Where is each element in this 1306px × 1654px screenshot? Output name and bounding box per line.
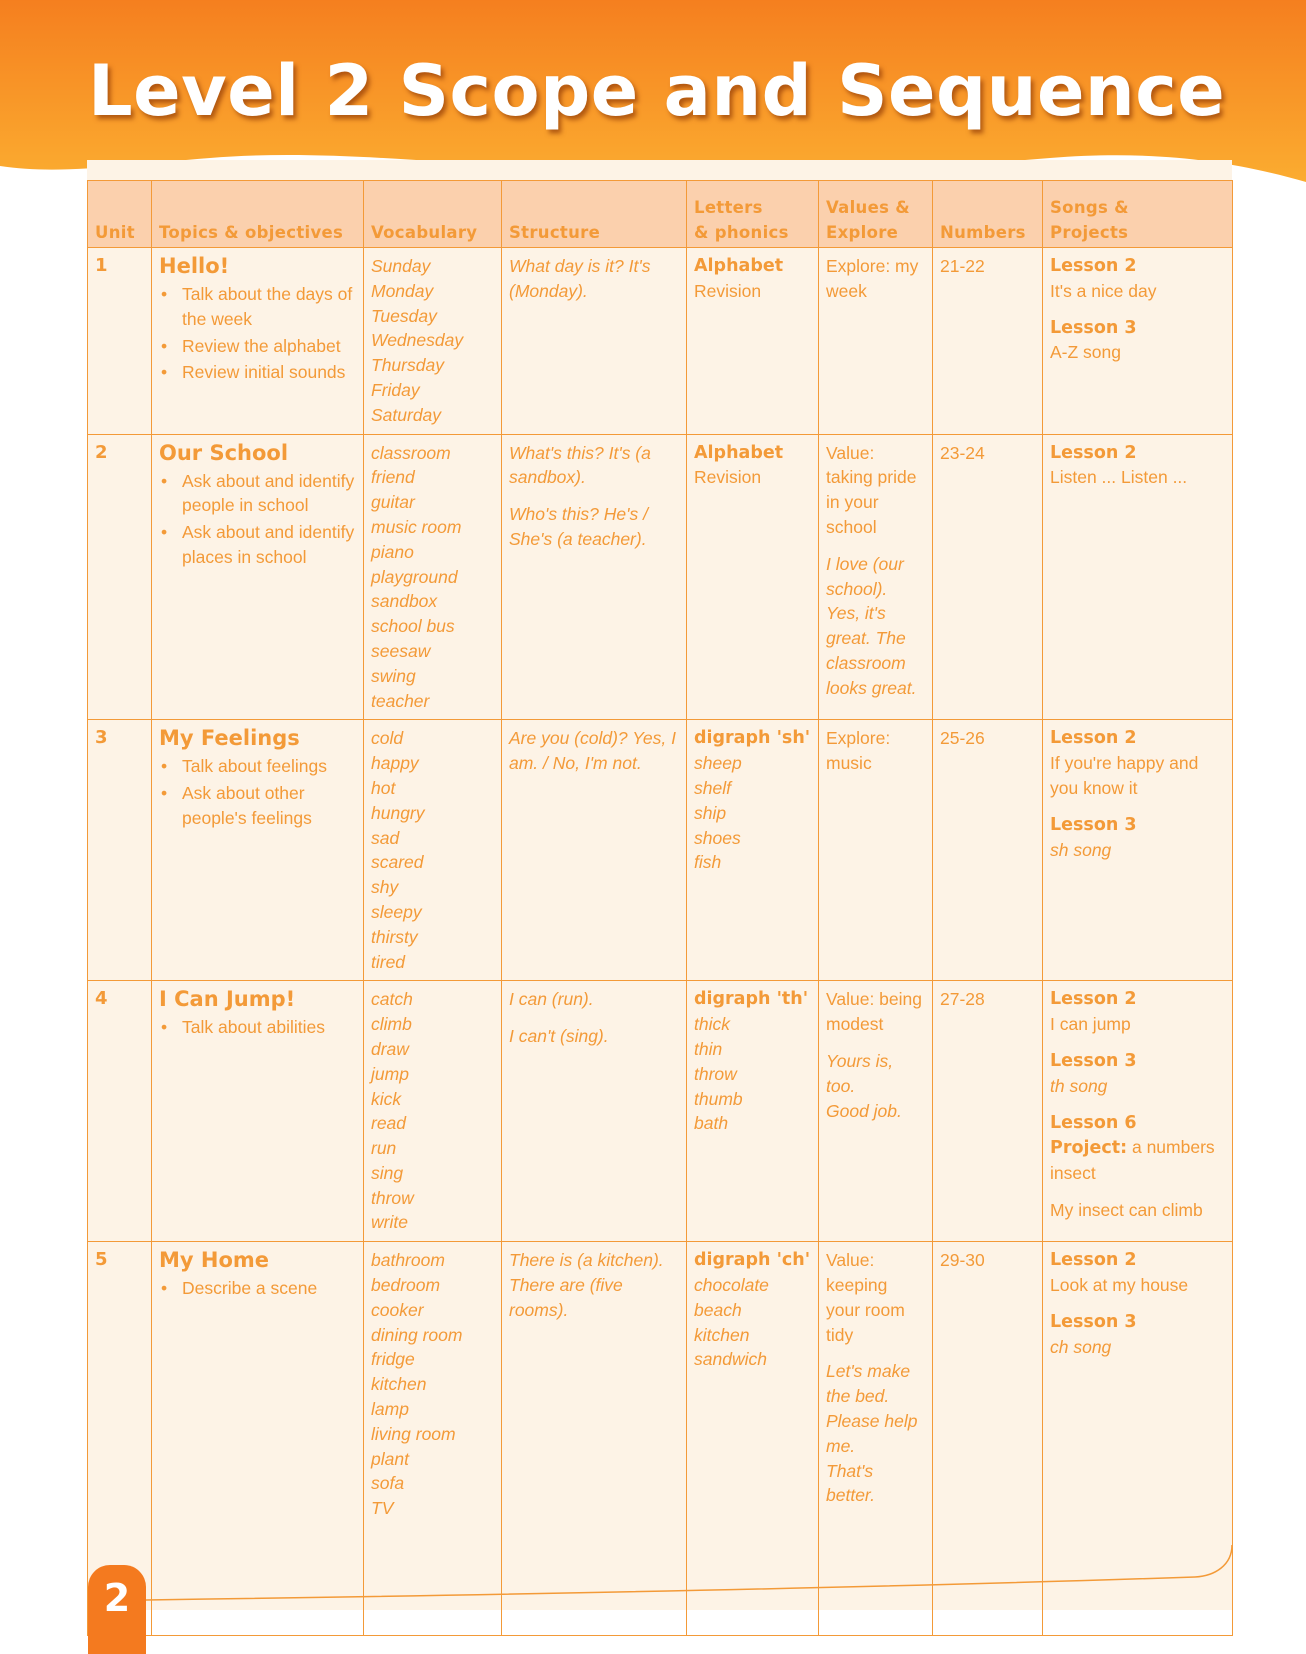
structure-item: What's this? It's (a sandbox). bbox=[509, 442, 651, 488]
vocab-item: cold bbox=[371, 728, 404, 749]
numbers-cell: 29-30 bbox=[933, 1242, 1043, 1636]
songs-cell bbox=[1043, 248, 1233, 435]
col-header-numbers: Numbers bbox=[933, 181, 1043, 248]
phonics-item: thumb bbox=[694, 1088, 743, 1109]
vocab-item: sofa bbox=[371, 1473, 405, 1494]
phonics-heading: Alphabet bbox=[694, 256, 784, 276]
vocab-item: jump bbox=[371, 1063, 409, 1084]
vocab-item: sleepy bbox=[371, 901, 422, 922]
vocabulary-cell bbox=[364, 720, 502, 981]
structure-cell bbox=[502, 248, 687, 435]
vocab-item: Tuesday bbox=[371, 305, 437, 326]
col-header-values: Values & Explore bbox=[819, 181, 933, 248]
phonics-heading: digraph 'sh' bbox=[694, 728, 811, 749]
vocab-item: sing bbox=[371, 1162, 404, 1183]
vocab-item: bedroom bbox=[371, 1275, 441, 1296]
vocab-item: TV bbox=[371, 1498, 394, 1519]
vocab-item: music room bbox=[371, 516, 462, 537]
lesson-block bbox=[1050, 316, 1225, 366]
vocab-item: sandbox bbox=[371, 591, 438, 612]
unit-number-cell: 3 bbox=[88, 720, 152, 981]
vocab-item: seesaw bbox=[371, 640, 431, 661]
unit-title: Hello! bbox=[159, 254, 230, 278]
phonics-item: chocolate bbox=[694, 1275, 769, 1296]
objectives-list bbox=[159, 282, 356, 385]
structure-cell bbox=[502, 434, 687, 720]
unit-number-cell: 4 bbox=[88, 981, 152, 1242]
vocab-item: Friday bbox=[371, 379, 420, 400]
objective-item: • Review the alphabet bbox=[159, 334, 356, 359]
vocabulary-cell bbox=[364, 434, 502, 720]
col-header-unit: Unit bbox=[88, 181, 152, 248]
vocab-item: read bbox=[371, 1113, 407, 1134]
vocab-item: Saturday bbox=[371, 404, 442, 425]
vocab-item: catch bbox=[371, 989, 413, 1010]
songs-cell bbox=[1043, 434, 1233, 720]
page-title: Level 2 Scope and Sequence bbox=[88, 50, 1226, 132]
vocab-item: scared bbox=[371, 852, 424, 873]
phonics-item: Revision bbox=[694, 467, 762, 488]
vocab-item: happy bbox=[371, 753, 419, 774]
page-number: 2 bbox=[103, 1576, 131, 1620]
structure-item: Are you (cold)? Yes, I am. / No, I'm not. bbox=[509, 728, 676, 774]
col-header-songs: Songs & Projects bbox=[1043, 181, 1233, 248]
phonics-item: sandwich bbox=[694, 1349, 767, 1370]
song-title: Listen ... Listen ... bbox=[1050, 467, 1188, 488]
phonics-cell bbox=[687, 981, 819, 1242]
lesson-label: Lesson 2 bbox=[1050, 989, 1137, 1010]
phonics-item: thick bbox=[694, 1014, 730, 1035]
phonics-item: Revision bbox=[694, 280, 762, 301]
structure-item: Who's this? He's / She's (a teacher). bbox=[509, 504, 648, 549]
unit-number-cell: 5 bbox=[88, 1242, 152, 1636]
phonics-item: shelf bbox=[694, 777, 731, 798]
objective-item: • Describe a scene bbox=[159, 1276, 356, 1301]
scope-table bbox=[87, 180, 1233, 1636]
lesson-block bbox=[1050, 254, 1225, 304]
unit-number-cell: 2 bbox=[88, 434, 152, 720]
lesson-block bbox=[1050, 1049, 1225, 1099]
numbers-cell: 23-24 bbox=[933, 434, 1043, 720]
lesson-label: Lesson 3 bbox=[1050, 1050, 1137, 1071]
vocab-item: swing bbox=[371, 665, 416, 686]
vocab-item: throw bbox=[371, 1187, 414, 1208]
structure-item: I can (run). bbox=[509, 989, 594, 1010]
col-header-structure: Structure bbox=[502, 181, 687, 248]
topics-cell bbox=[152, 720, 364, 981]
song-title: ch song bbox=[1050, 1336, 1112, 1357]
song-title: My insect can climb bbox=[1050, 1199, 1203, 1220]
vocab-item: sad bbox=[371, 827, 400, 848]
song-title: Look at my house bbox=[1050, 1275, 1189, 1296]
phonics-item: sheep bbox=[694, 753, 742, 774]
values-cell bbox=[819, 720, 933, 981]
values-cell bbox=[819, 248, 933, 435]
values-text: Value: being modest bbox=[826, 989, 923, 1035]
phonics-heading: digraph 'ch' bbox=[694, 1250, 811, 1271]
vocab-item: hot bbox=[371, 777, 396, 798]
lesson-label: Lesson 3 bbox=[1050, 1311, 1137, 1332]
lesson-label: Lesson 2 bbox=[1050, 1250, 1137, 1271]
vocab-item: tired bbox=[371, 951, 406, 972]
phonics-item: ship bbox=[694, 802, 727, 823]
vocab-item: teacher bbox=[371, 690, 430, 711]
vocab-item: Monday bbox=[371, 280, 434, 301]
unit-title: I Can Jump! bbox=[159, 987, 296, 1012]
vocab-item: Wednesday bbox=[371, 330, 464, 351]
lesson-label: Lesson 2 bbox=[1050, 728, 1137, 749]
vocab-item: draw bbox=[371, 1038, 409, 1059]
lesson-block bbox=[1050, 1310, 1225, 1360]
table-row bbox=[88, 720, 1233, 981]
values-cell bbox=[819, 434, 933, 720]
footer-curve bbox=[0, 1525, 1306, 1654]
values-phrase: I love (our school). bbox=[826, 553, 904, 599]
vocab-item: bathroom bbox=[371, 1250, 445, 1271]
unit-number-cell: 1 bbox=[88, 248, 152, 435]
col-header-topics: Topics & objectives bbox=[152, 181, 364, 248]
table-row bbox=[88, 981, 1233, 1242]
vocab-item: kitchen bbox=[371, 1374, 427, 1395]
col-header-phonics: Letters & phonics bbox=[687, 181, 819, 248]
vocabulary-cell bbox=[364, 981, 502, 1242]
objectives-list bbox=[159, 1015, 356, 1040]
lesson-label: Lesson 2 bbox=[1050, 442, 1137, 463]
vocab-item: playground bbox=[371, 566, 458, 587]
lesson-label: Lesson 3 bbox=[1050, 317, 1137, 338]
values-phrase: Let's make the bed. bbox=[826, 1361, 911, 1407]
songs-cell bbox=[1043, 981, 1233, 1242]
vocab-item: write bbox=[371, 1212, 408, 1233]
objective-item: • Ask about and identify places in school bbox=[159, 520, 356, 570]
phonics-heading: digraph 'th' bbox=[694, 989, 809, 1010]
vocab-item: run bbox=[371, 1138, 397, 1159]
song-title: th song bbox=[1050, 1075, 1108, 1096]
objective-item: • Talk about the days of the week bbox=[159, 282, 356, 332]
numbers-cell: 27-28 bbox=[933, 981, 1043, 1242]
values-phrase: That's better. bbox=[826, 1460, 875, 1506]
values-text: Explore: my week bbox=[826, 256, 919, 301]
objectives-list bbox=[159, 1276, 356, 1301]
song-title: I can jump bbox=[1050, 1014, 1131, 1035]
header-row bbox=[88, 181, 1233, 248]
vocab-item: friend bbox=[371, 467, 415, 488]
objective-item: • Talk about feelings bbox=[159, 754, 356, 779]
song-title: It's a nice day bbox=[1050, 280, 1157, 301]
song-title: A-Z song bbox=[1050, 342, 1121, 363]
lesson-label: Lesson 3 bbox=[1050, 814, 1137, 835]
project-text: a numbers insect bbox=[1050, 1137, 1215, 1184]
vocab-item: guitar bbox=[371, 492, 415, 513]
unit-title: My Feelings bbox=[159, 726, 300, 751]
phonics-item: fish bbox=[694, 852, 722, 873]
vocab-item: Thursday bbox=[371, 355, 444, 376]
lesson-block bbox=[1050, 441, 1225, 491]
phonics-item: shoes bbox=[694, 827, 741, 848]
values-phrase: Yours is, too. bbox=[826, 1050, 894, 1096]
numbers-cell: 21-22 bbox=[933, 248, 1043, 435]
topics-cell bbox=[152, 981, 364, 1242]
song-title: If you're happy and you know it bbox=[1050, 753, 1199, 798]
structure-cell bbox=[502, 720, 687, 981]
topics-cell bbox=[152, 248, 364, 435]
phonics-cell bbox=[687, 434, 819, 720]
phonics-item: bath bbox=[694, 1113, 729, 1134]
lesson-block bbox=[1050, 987, 1225, 1037]
vocab-item: climb bbox=[371, 1014, 412, 1035]
values-text: Explore: music bbox=[826, 728, 891, 774]
vocab-item: Sunday bbox=[371, 256, 431, 276]
vocab-item: dining room bbox=[371, 1324, 463, 1345]
structure-cell bbox=[502, 981, 687, 1242]
phonics-item: thin bbox=[694, 1038, 723, 1059]
objective-item: • Ask about other people's feelings bbox=[159, 781, 356, 831]
topics-cell bbox=[152, 434, 364, 720]
vocabulary-cell bbox=[364, 248, 502, 435]
vocab-item: school bus bbox=[371, 616, 455, 637]
phonics-item: beach bbox=[694, 1299, 742, 1320]
phonics-cell bbox=[687, 248, 819, 435]
table-row bbox=[88, 248, 1233, 435]
vocab-item: shy bbox=[371, 877, 399, 898]
vocab-item: living room bbox=[371, 1423, 456, 1444]
unit-title: My Home bbox=[159, 1248, 270, 1273]
project-label: Project: bbox=[1050, 1138, 1128, 1159]
structure-item: What day is it? It's (Monday). bbox=[509, 256, 651, 301]
objective-item: • Review initial sounds bbox=[159, 360, 356, 385]
structure-item: I can't (sing). bbox=[509, 1026, 609, 1047]
objective-item: • Talk about abilities bbox=[159, 1015, 356, 1040]
lesson-block bbox=[1050, 726, 1225, 800]
objectives-list bbox=[159, 469, 356, 570]
vocab-item: thirsty bbox=[371, 926, 418, 947]
vocab-item: piano bbox=[371, 541, 414, 562]
songs-cell bbox=[1043, 720, 1233, 981]
lesson-label: Lesson 2 bbox=[1050, 256, 1137, 276]
unit-title: Our School bbox=[159, 440, 289, 465]
vocab-item: fridge bbox=[371, 1349, 415, 1370]
values-cell bbox=[819, 981, 933, 1242]
vocab-item: plant bbox=[371, 1448, 409, 1469]
values-phrase: Good job. bbox=[826, 1100, 902, 1121]
phonics-heading: Alphabet bbox=[694, 442, 784, 463]
vocab-item: kick bbox=[371, 1088, 402, 1109]
objectives-list bbox=[159, 754, 356, 830]
vocab-item: hungry bbox=[371, 802, 425, 823]
lesson-label: Lesson 6 bbox=[1050, 1112, 1137, 1133]
phonics-cell bbox=[687, 720, 819, 981]
project-line bbox=[1050, 1137, 1215, 1183]
vocab-item: lamp bbox=[371, 1399, 409, 1420]
phonics-item: throw bbox=[694, 1063, 737, 1084]
values-phrase: Yes, it's great. The classroom looks great. bbox=[826, 603, 917, 698]
values-text: Value: keeping your room tidy bbox=[826, 1250, 905, 1345]
table-row bbox=[88, 434, 1233, 720]
song-title: sh song bbox=[1050, 839, 1112, 860]
phonics-item: kitchen bbox=[694, 1324, 750, 1345]
values-text: Value: taking pride in your school bbox=[826, 442, 917, 537]
lesson-block bbox=[1050, 1111, 1225, 1186]
numbers-cell: 25-26 bbox=[933, 720, 1043, 981]
col-header-vocabulary: Vocabulary bbox=[364, 181, 502, 248]
objective-item: • Ask about and identify people in school bbox=[159, 469, 356, 519]
vocab-item: classroom bbox=[371, 442, 451, 463]
values-phrase: Please help me. bbox=[826, 1411, 918, 1456]
vocab-item: cooker bbox=[371, 1299, 424, 1320]
lesson-block bbox=[1050, 1248, 1225, 1298]
structure-item: There is (a kitchen). There are (five rooms). bbox=[509, 1250, 664, 1320]
lesson-block bbox=[1050, 813, 1225, 863]
